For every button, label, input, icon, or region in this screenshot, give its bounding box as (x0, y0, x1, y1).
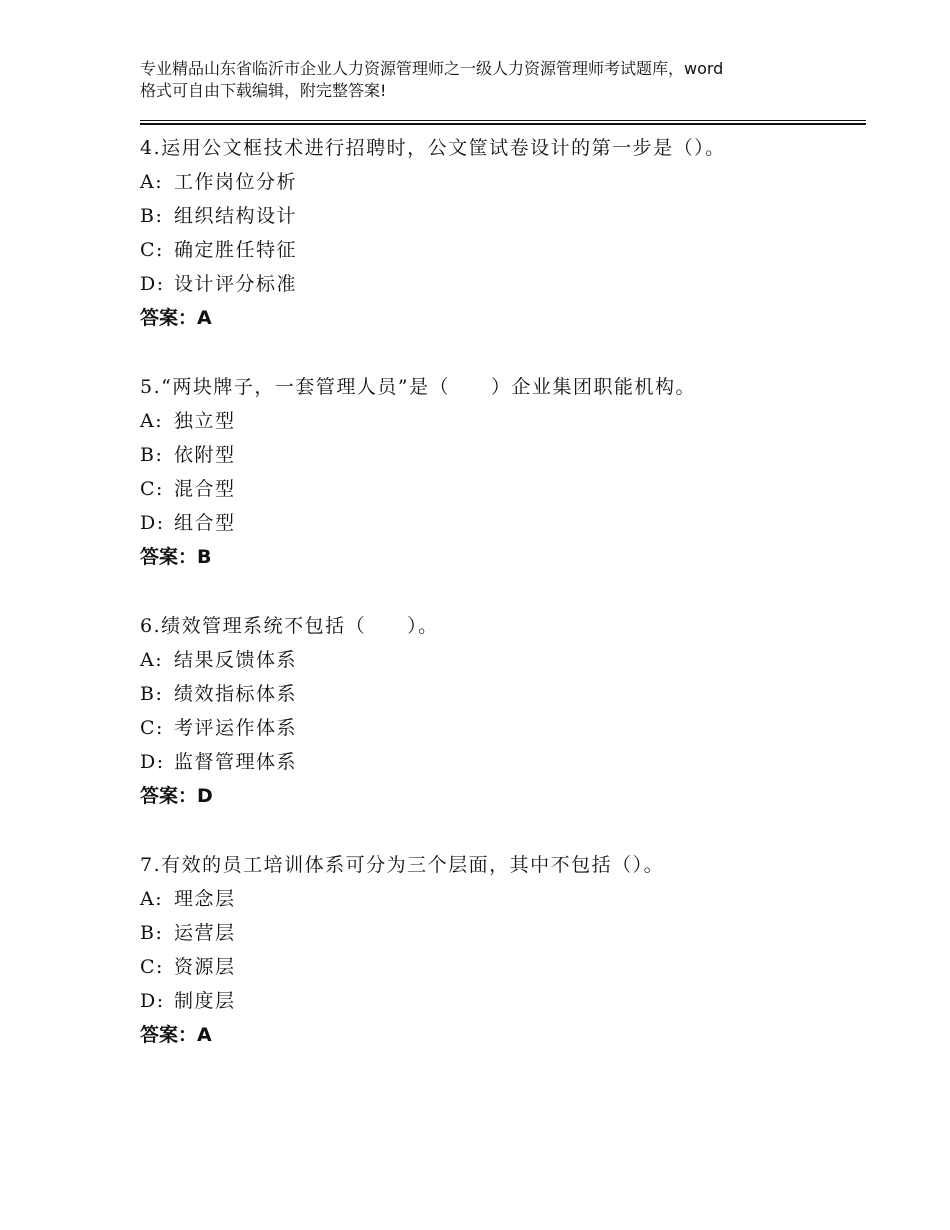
option-key: B: (140, 205, 164, 227)
option-text: 理念层 (174, 888, 236, 910)
question-list (140, 131, 866, 1087)
option-key: C: (140, 956, 164, 978)
option-text: 考评运作体系 (174, 717, 298, 739)
question-option-a (140, 165, 866, 199)
answer-label: 答案： (140, 785, 198, 807)
answer-label: 答案： (140, 1024, 198, 1046)
question-stem: 5.“两块牌子，一套管理人员”是（ ）企业集团职能机构。 (140, 376, 697, 398)
option-text: 工作岗位分析 (174, 171, 298, 193)
question-6 (140, 609, 866, 813)
question-option-c (140, 472, 866, 506)
option-text: 组织结构设计 (174, 205, 298, 227)
option-key: D: (140, 273, 165, 295)
option-text: 资源层 (174, 956, 236, 978)
question-stem: 6.绩效管理系统不包括（ ）。 (140, 615, 439, 637)
question-option-b (140, 677, 866, 711)
header-line-1: 专业精品山东省临沂市企业人力资源管理师之一级人力资源管理师考试题库，word (140, 59, 724, 78)
question-answer (140, 1018, 866, 1052)
question-answer (140, 540, 866, 574)
answer-label: 答案： (140, 546, 198, 568)
header-divider-thin (140, 120, 866, 121)
option-text: 制度层 (174, 990, 236, 1012)
option-text: 确定胜任特征 (174, 239, 298, 261)
question-option-b (140, 438, 866, 472)
question-option-b (140, 199, 866, 233)
document-header (140, 58, 840, 102)
question-5 (140, 370, 866, 574)
question-option-d (140, 506, 866, 540)
question-option-c (140, 233, 866, 267)
question-option-d (140, 984, 866, 1018)
question-option-b (140, 916, 866, 950)
option-text: 混合型 (174, 478, 236, 500)
option-text: 结果反馈体系 (174, 649, 298, 671)
question-option-d (140, 745, 866, 779)
option-key: A: (140, 888, 164, 910)
question-option-a (140, 404, 866, 438)
option-key: D: (140, 512, 165, 534)
answer-value: D (197, 785, 213, 807)
option-key: A: (140, 171, 164, 193)
option-key: B: (140, 683, 164, 705)
option-text: 绩效指标体系 (174, 683, 298, 705)
option-key: C: (140, 239, 164, 261)
question-answer (140, 301, 866, 335)
question-stem: 4.运用公文框技术进行招聘时，公文筐试卷设计的第一步是（）。 (140, 137, 726, 159)
option-text: 运营层 (174, 922, 236, 944)
question-option-a (140, 643, 866, 677)
option-text: 独立型 (174, 410, 236, 432)
header-line-2: 格式可自由下载编辑，附完整答案! (140, 81, 387, 100)
option-text: 监督管理体系 (174, 751, 298, 773)
question-option-d (140, 267, 866, 301)
option-key: A: (140, 410, 164, 432)
option-text: 依附型 (174, 444, 236, 466)
question-option-c (140, 950, 866, 984)
option-key: D: (140, 751, 165, 773)
option-key: B: (140, 922, 164, 944)
answer-value: B (197, 546, 212, 568)
question-4 (140, 131, 866, 335)
question-answer (140, 779, 866, 813)
option-text: 组合型 (174, 512, 236, 534)
question-7 (140, 848, 866, 1052)
answer-label: 答案： (140, 307, 198, 329)
option-key: B: (140, 444, 164, 466)
option-key: A: (140, 649, 164, 671)
option-key: D: (140, 990, 165, 1012)
answer-value: A (197, 307, 212, 329)
option-key: C: (140, 717, 164, 739)
answer-value: A (197, 1024, 212, 1046)
header-divider-thick (140, 123, 866, 125)
question-option-c (140, 711, 866, 745)
option-key: C: (140, 478, 164, 500)
option-text: 设计评分标准 (174, 273, 298, 295)
question-stem: 7.有效的员工培训体系可分为三个层面，其中不包括（）。 (140, 854, 665, 876)
question-option-a (140, 882, 866, 916)
